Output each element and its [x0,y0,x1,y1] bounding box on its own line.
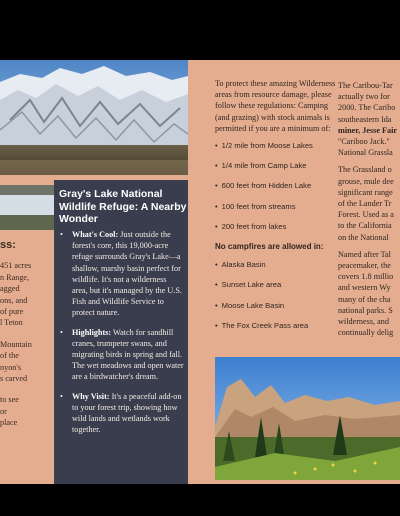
left-paragraph-2: Mountain of the nyon's s carved [0,339,32,384]
left-column-text [0,240,52,439]
list-item: • 100 feet from streams [215,201,337,212]
regulations-intro: To protect these amazing Wilderness areas from resource damage, please follow these regulations: Camping (and grazing) with stock animals is permitted if you are a minimum of: [215,79,336,133]
bullet-icon: • [60,327,63,337]
left-paragraph-3: to see or place [0,395,19,428]
right-paragraph-1: The Caribou-Tar actually two for 2000. The Caribo southeastern Ida miner, Jesse Fair "Cariboo Jack." National Grassla [338,81,398,158]
brochure-page [0,60,400,484]
list-item: • The Fox Creek Pass area [215,320,337,331]
left-paragraph-1: 451 acres n Range, agged ons, and of pure l Teton [0,261,32,328]
right-column-text [338,80,400,344]
sidebar-list [60,229,184,443]
bullet-icon: • [60,230,63,239]
campfire-heading: No campfires are allowed in: [215,242,324,252]
sidebar-item-highlights: • Highlights: Watch for sandhill cranes, trumpeter swans, and migrating birds in spring and fall. The wet meadows and open water are a birdwatcher's dream. [60,327,184,382]
right-paragraph-2: The Grassland o grouse, mule dee significant range of the Lander Tr Forest. Used as a to the California on the National [338,165,394,242]
right-paragraph-3: Named after Tal peacemaker, the covers 1.8 millio and western Wy many of the cha national parks. S wilderness, and continually delig [338,249,394,338]
list-item: • Moose Lake Basin [215,300,337,311]
regulations-column [215,78,337,340]
lake-photo [0,185,54,230]
snowy-mountain-photo [0,60,188,175]
grays-lake-sidebar [54,180,188,484]
list-item: • 1/2 mile from Moose Lakes [215,140,337,151]
distance-list [215,140,337,232]
bullet-icon: • [60,391,63,401]
list-item: • Sunset Lake area [215,279,337,290]
list-item: • 1/4 mile from Camp Lake [215,160,337,171]
list-item: • Alaska Basin [215,259,337,270]
campfire-list [215,259,337,331]
list-item: • 600 feet from Hidden Lake [215,180,337,191]
sidebar-title: Gray's Lake National Wildlife Refuge: A Nearby Wonder [59,188,187,225]
left-heading: ss: [0,239,16,251]
list-item: • 200 feet from lakes [215,221,337,232]
meadow-mountain-photo [215,357,400,480]
sidebar-item-why-visit: • Why Visit: It's a peaceful add-on to your forest trip, showing how wild lands and wetlands work together. [60,391,182,435]
sidebar-item-whats-cool: • What's Cool: Just outside the forest's core, this 19,000-acre refuge surrounds Gray's Lake—a shallow, marshy basin perfect for wildlife. It's not a wilderness area, but it's managed by the U.S. Fish and Wildlife Service to protect nature. [60,230,182,318]
